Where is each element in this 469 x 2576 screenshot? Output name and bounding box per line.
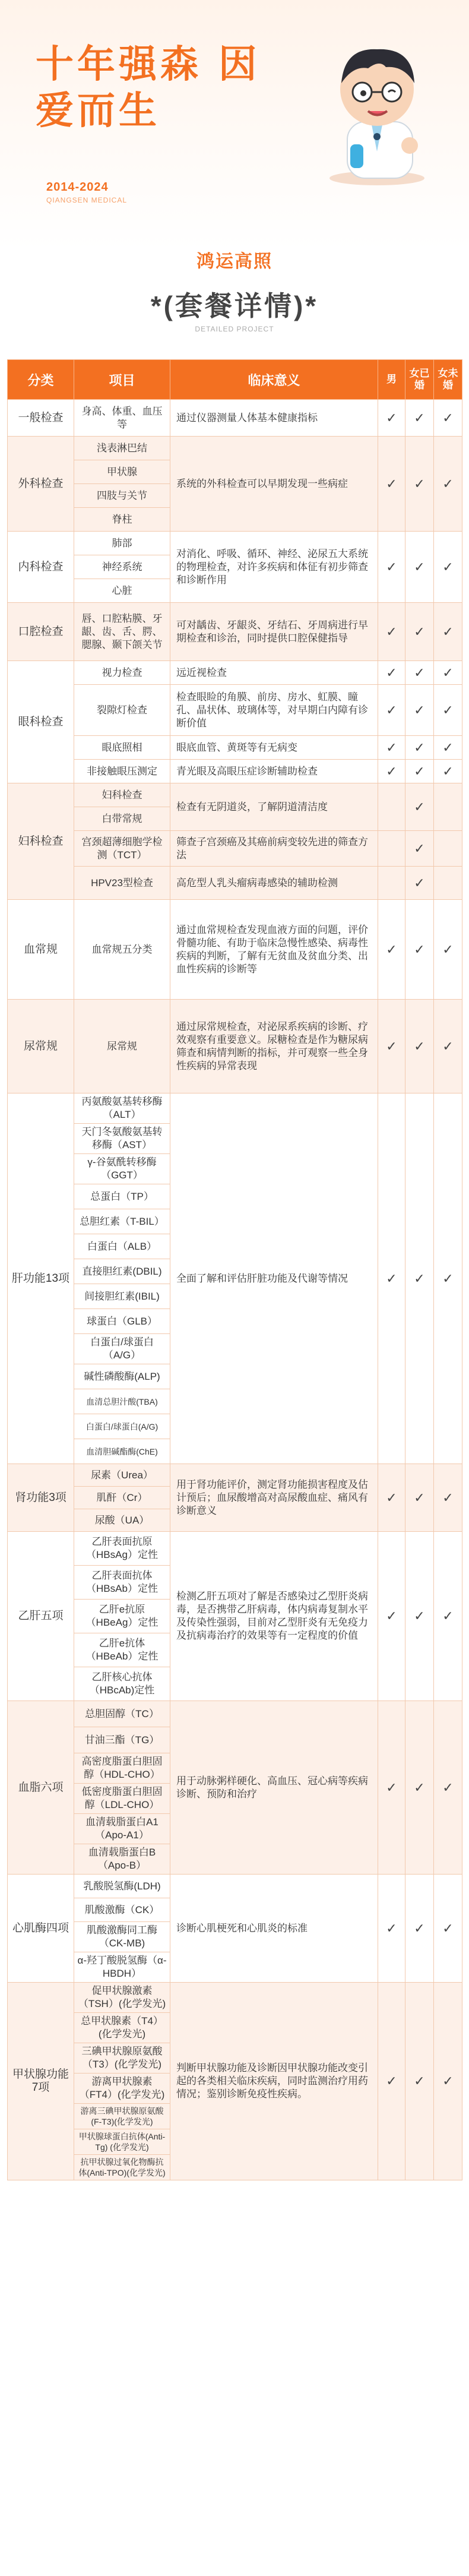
meaning-cell: 对消化、呼吸、循环、神经、泌尿五大系统的物理检查，对许多疾病和体征有初步筛查和诊断作用 [170, 532, 378, 603]
category-cell: 一般检查 [8, 400, 74, 437]
item-cell: 直接胆红素(DBIL) [74, 1259, 170, 1284]
check-female-married: ✓ [405, 1983, 434, 2180]
table-row [8, 1983, 462, 2013]
item-cell: 血清载脂蛋白B（Apo-B） [74, 1844, 170, 1875]
package-name: 鸿运高照 [197, 252, 272, 271]
check-female-married: ✓ [405, 1464, 434, 1532]
meaning-cell: 高危型人乳头瘤病毒感染的辅助检测 [170, 867, 378, 900]
item-cell: 白蛋白（ALB） [74, 1234, 170, 1259]
check-male: ✓ [378, 1875, 405, 1983]
category-cell: 乙肝五项 [8, 1532, 74, 1701]
check-female-married: ✓ [405, 900, 434, 1000]
item-cell: 视力检查 [74, 661, 170, 685]
item-cell: 抗甲状腺过氧化物酶抗体(Anti-TPO)(化学发光) [74, 2155, 170, 2180]
category-cell: 尿常规 [8, 1000, 74, 1093]
item-cell: 乙肝表面抗体（HBsAb）定性 [74, 1566, 170, 1600]
meaning-cell: 全面了解和评估肝脏功能及代谢等情况 [170, 1093, 378, 1464]
table-row [8, 783, 462, 807]
check-female-unmarried: ✓ [434, 760, 462, 783]
item-cell: 白蛋白/球蛋白（A/G） [74, 1334, 170, 1364]
check-female-married: ✓ [405, 760, 434, 783]
check-female-unmarried: ✓ [434, 532, 462, 603]
category-cell: 肾功能3项 [8, 1464, 74, 1532]
item-cell: 碱性磷酸酶(ALP) [74, 1364, 170, 1389]
meaning-cell: 远近视检查 [170, 661, 378, 685]
item-cell: 裂隙灯检查 [74, 685, 170, 736]
item-cell: 乙肝e抗原（HBeAg）定性 [74, 1600, 170, 1633]
item-cell: 肌酸激酶同工酶（CK-MB) [74, 1922, 170, 1952]
meaning-cell: 通过仪器测量人体基本健康指标 [170, 400, 378, 437]
item-cell: 球蛋白（GLB） [74, 1309, 170, 1334]
category-cell: 眼科检查 [8, 661, 74, 783]
check-female-married: ✓ [405, 1701, 434, 1875]
meaning-cell: 检测乙肝五项对了解是否感染过乙型肝炎病毒，是否携带乙肝病毒，体内病毒复制水平及传染性强弱，目前对乙型肝炎有无免疫力及抗病毒治疗的效果等有一定程度的价值 [170, 1532, 378, 1701]
item-cell: 脊柱 [74, 508, 170, 532]
item-cell: 血清总胆汁酸(TBA) [74, 1389, 170, 1414]
table-row [8, 603, 462, 661]
item-cell: 甲状腺球蛋白抗体(Anti-Tg) (化学发光) [74, 2129, 170, 2155]
meaning-cell: 检查眼睑的角膜、前房、房水、虹膜、瞳孔、晶状体、玻璃体等，对早期白内障有诊断价值 [170, 685, 378, 736]
check-male: ✓ [378, 760, 405, 783]
table-row [8, 400, 462, 437]
page-title-en: DETAILED PROJECT [195, 325, 274, 333]
item-cell: α-羟丁酸脱氢酶（α-HBDH） [74, 1952, 170, 1983]
check-male: ✓ [378, 532, 405, 603]
check-male: ✓ [378, 1532, 405, 1701]
header-item: 项目 [74, 360, 170, 400]
package-table [7, 359, 462, 2180]
table-row [8, 760, 462, 783]
check-female-married: ✓ [405, 1093, 434, 1464]
item-cell: 低密度脂蛋白胆固醇（LDL-CHO） [74, 1784, 170, 1814]
item-cell: HPV23型检查 [74, 867, 170, 900]
item-cell: 非接触眼压测定 [74, 760, 170, 783]
table-row [8, 1464, 462, 1487]
check-female-unmarried: ✓ [434, 1093, 462, 1464]
table-row [8, 1532, 462, 1566]
table-row [8, 1000, 462, 1093]
item-cell: γ-谷氨酰转移酶（GGT） [74, 1154, 170, 1184]
check-female-unmarried: ✓ [434, 736, 462, 760]
check-female-married: ✓ [405, 831, 434, 867]
meaning-cell: 通过尿常规检查，对泌尿系疾病的诊断、疗效观察有重要意义。尿糖检查是作为糖尿病筛查和病情判断的指标，并可观察一些全身性疾病的异常表现 [170, 1000, 378, 1093]
category-cell: 内科检查 [8, 532, 74, 603]
meaning-cell: 筛查子宫颈癌及其癌前病变较先进的筛查方法 [170, 831, 378, 867]
item-cell: 血清胆碱酯酶(ChE) [74, 1439, 170, 1464]
check-female-unmarried: ✓ [434, 1875, 462, 1983]
item-cell: 丙氨酸氨基转移酶（ALT） [74, 1093, 170, 1124]
meaning-cell: 青光眼及高眼压症诊断辅助检查 [170, 760, 378, 783]
table-row [8, 736, 462, 760]
item-cell: 游离三碘甲状腺原氨酸(F-T3)(化学发光) [74, 2104, 170, 2129]
check-female-married: ✓ [405, 437, 434, 532]
check-female-unmarried: ✓ [434, 1532, 462, 1701]
check-female-unmarried: ✓ [434, 437, 462, 532]
item-cell: 间接胆红素(IBIL) [74, 1284, 170, 1309]
item-cell: 神经系统 [74, 555, 170, 579]
table-row [8, 685, 462, 736]
item-cell: 甘油三酯（TG） [74, 1727, 170, 1753]
category-cell: 肝功能13项 [8, 1093, 74, 1464]
item-cell: 总胆红素（T-BIL） [74, 1209, 170, 1234]
item-cell: 肌酐（Cr） [74, 1487, 170, 1509]
item-cell: 血清载脂蛋白A1（Apo-A1） [74, 1814, 170, 1844]
category-cell: 甲状腺功能7项 [8, 1983, 74, 2180]
table-row [8, 1701, 462, 1727]
item-cell: 天门冬氨酸氨基转移酶（AST） [74, 1124, 170, 1154]
category-cell: 血脂六项 [8, 1701, 74, 1875]
meaning-cell: 用于肾功能评价，测定肾功能损害程度及估计预后；血尿酸增高对高尿酸血症、痛风有诊断意义 [170, 1464, 378, 1532]
check-female-unmarried: ✓ [434, 1983, 462, 2180]
header-male: 男 [378, 360, 405, 400]
check-female-unmarried: ✓ [434, 1701, 462, 1875]
check-male: ✓ [378, 1983, 405, 2180]
check-female-unmarried: ✓ [434, 661, 462, 685]
table-row [8, 661, 462, 685]
check-female-married: ✓ [405, 736, 434, 760]
meaning-cell: 诊断心肌梗死和心肌炎的标准 [170, 1875, 378, 1983]
table-row [8, 532, 462, 555]
title-block [0, 246, 469, 333]
check-female-married: ✓ [405, 1000, 434, 1093]
header-female-married: 女已婚 [405, 360, 434, 400]
item-cell: 白带常规 [74, 807, 170, 831]
item-cell: 高密度脂蛋白胆固醇（HDL-CHO） [74, 1753, 170, 1784]
table-row [8, 900, 462, 1000]
item-cell: 总甲状腺素（T4）(化学发光) [74, 2013, 170, 2043]
item-cell: 甲状腺 [74, 460, 170, 484]
item-cell: 四肢与关节 [74, 484, 170, 508]
category-cell: 口腔检查 [8, 603, 74, 661]
check-male: ✓ [378, 1000, 405, 1093]
header-meaning: 临床意义 [170, 360, 378, 400]
category-cell: 血常规 [8, 900, 74, 1000]
table-row [8, 437, 462, 460]
check-male: ✓ [378, 1701, 405, 1875]
meaning-cell: 眼底血管、黄斑等有无病变 [170, 736, 378, 760]
item-cell: 白蛋白/球蛋白(A/G) [74, 1414, 170, 1439]
check-female-unmarried [434, 783, 462, 831]
hero-banner [0, 0, 469, 333]
check-female-unmarried: ✓ [434, 685, 462, 736]
check-female-married: ✓ [405, 532, 434, 603]
check-male: ✓ [378, 1093, 405, 1464]
check-female-married: ✓ [405, 661, 434, 685]
check-female-unmarried: ✓ [434, 1000, 462, 1093]
item-cell: 总胆固醇（TC） [74, 1701, 170, 1727]
meaning-cell: 通过血常规检查发现血液方面的问题，评价骨髓功能、有助于临床急慢性感染、病毒性疾病的判断，了解有无贫血及贫血分类、出血性疾病的诊断等 [170, 900, 378, 1000]
check-female-married: ✓ [405, 603, 434, 661]
check-female-unmarried: ✓ [434, 400, 462, 437]
check-female-married: ✓ [405, 1875, 434, 1983]
check-female-married: ✓ [405, 1532, 434, 1701]
category-cell: 心肌酶四项 [8, 1875, 74, 1983]
category-cell: 外科检查 [8, 437, 74, 532]
check-male [378, 867, 405, 900]
header-category: 分类 [8, 360, 74, 400]
check-female-married: ✓ [405, 867, 434, 900]
header-female-unmarried: 女未婚 [434, 360, 462, 400]
check-female-unmarried: ✓ [434, 603, 462, 661]
item-cell: 游离甲状腺素（FT4）(化学发光) [74, 2074, 170, 2104]
meaning-cell: 判断甲状腺功能及诊断因甲状腺功能改变引起的各类相关临床疾病，同时监测治疗用药情况；鉴别诊断免疫性疾病。 [170, 1983, 378, 2180]
check-female-unmarried [434, 831, 462, 867]
item-cell: 尿常规 [74, 1000, 170, 1093]
item-cell: 血常规五分类 [74, 900, 170, 1000]
meaning-cell: 可对龋齿、牙龈炎、牙结石、牙周病进行早期检查和诊治，同时提供口腔保健指导 [170, 603, 378, 661]
table-row [8, 1875, 462, 1898]
check-female-married: ✓ [405, 400, 434, 437]
table-row [8, 867, 462, 900]
check-male: ✓ [378, 603, 405, 661]
meaning-cell: 系统的外科检查可以早期发现一些病症 [170, 437, 378, 532]
table-body [8, 400, 462, 2180]
item-cell: 总蛋白（TP） [74, 1184, 170, 1209]
item-cell: 乙肝e抗体（HBeAb）定性 [74, 1633, 170, 1667]
table-row [8, 831, 462, 867]
check-male: ✓ [378, 1464, 405, 1532]
table-row [8, 1093, 462, 1124]
brand-slogan: 十年强森 因爱而生 [36, 42, 261, 133]
item-cell: 促甲状腺激素（TSH）(化学发光) [74, 1983, 170, 2013]
check-male: ✓ [378, 661, 405, 685]
item-cell: 肺部 [74, 532, 170, 555]
item-cell: 宫颈超薄细胞学检测（TCT） [74, 831, 170, 867]
item-cell: 唇、口腔粘膜、牙龈、齿、舌、腭、腮腺、颞下颌关节 [74, 603, 170, 661]
check-male [378, 783, 405, 831]
category-cell: 妇科检查 [8, 783, 74, 900]
check-male: ✓ [378, 900, 405, 1000]
page-title: *(套餐详情)* [150, 290, 319, 321]
check-female-unmarried [434, 867, 462, 900]
check-male: ✓ [378, 685, 405, 736]
check-male: ✓ [378, 736, 405, 760]
check-female-married: ✓ [405, 685, 434, 736]
item-cell: 身高、体重、血压等 [74, 400, 170, 437]
check-male: ✓ [378, 400, 405, 437]
meaning-cell: 用于动脉粥样硬化、高血压、冠心病等疾病诊断、预防和治疗 [170, 1701, 378, 1875]
item-cell: 妇科检查 [74, 783, 170, 807]
item-cell: 尿酸（UA） [74, 1509, 170, 1532]
item-cell: 乙肝核心抗体（HBcAb)定性 [74, 1667, 170, 1701]
item-cell: 眼底照相 [74, 736, 170, 760]
check-female-unmarried: ✓ [434, 1464, 462, 1532]
meaning-cell: 检查有无阴道炎，了解阴道清洁度 [170, 783, 378, 831]
item-cell: 三碘甲状腺原氨酸（T3）(化学发光) [74, 2043, 170, 2074]
item-cell: 心脏 [74, 579, 170, 603]
doctor-mascot-icon [315, 33, 439, 187]
check-male [378, 831, 405, 867]
item-cell: 浅表淋巴结 [74, 437, 170, 460]
item-cell: 乙肝表面抗原（HBsAg）定性 [74, 1532, 170, 1566]
item-cell: 尿素（Urea） [74, 1464, 170, 1487]
table-header-row [8, 360, 462, 400]
item-cell: 乳酸脱氢酶(LDH) [74, 1875, 170, 1898]
check-female-unmarried: ✓ [434, 900, 462, 1000]
item-cell: 肌酸激酶（CK） [74, 1898, 170, 1922]
brand-name-en: QIANGSEN MEDICAL [46, 196, 128, 204]
brand-years: 2014-2024 [46, 181, 109, 194]
check-male: ✓ [378, 437, 405, 532]
check-female-married: ✓ [405, 783, 434, 831]
